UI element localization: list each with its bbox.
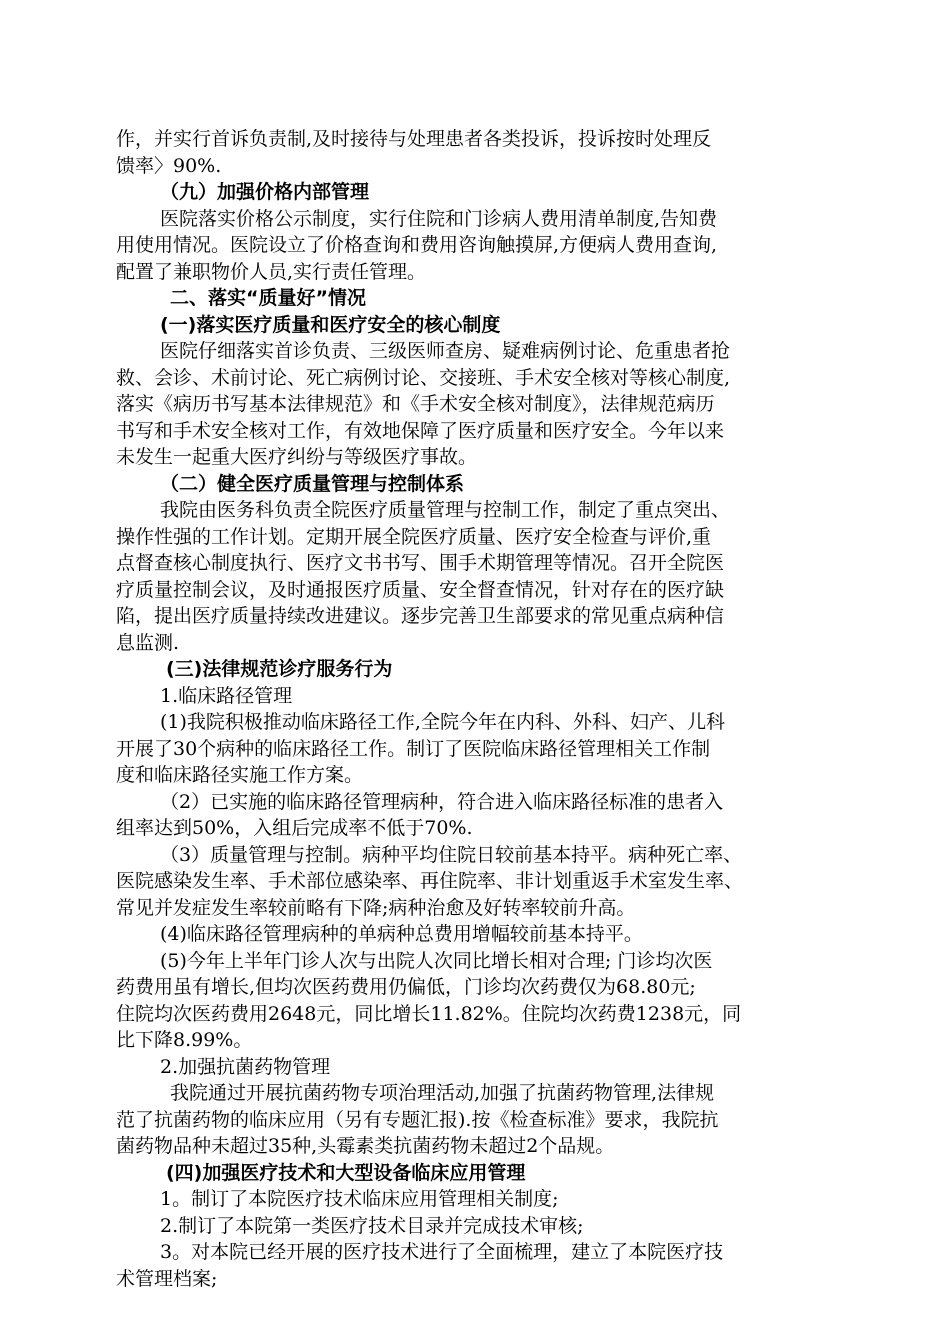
paragraph-line: 救、会诊、术前讨论、死亡病例讨论、交接班、手术安全核对等核心制度, [116, 367, 731, 389]
paragraph-line: 开展了30个病种的临床路径工作。制订了医院临床路径管理相关工作制 [116, 738, 711, 760]
paragraph-line: （2）已实施的临床路径管理病种，符合进入临床路径标准的患者入 [160, 791, 724, 813]
paragraph-line: 组率达到50%，入组后完成率不低于70%. [116, 817, 473, 839]
paragraph-line: 住院均次医药费用2648元，同比增长11.82%。住院均次药费1238元，同 [116, 1003, 742, 1025]
paragraph-line: 用使用情况。医院设立了价格查询和费用咨询触摸屏,方便病人费用查询, [116, 234, 718, 256]
subsection-heading: 1.临床路径管理 [160, 685, 293, 707]
paragraph-line: 药费用虽有增长,但均次医药费用仍偏低，门诊均次药费仅为68.80元; [116, 976, 696, 998]
paragraph-line: 范了抗菌药物的临床应用（另有专题汇报).按《检查标准》要求，我院抗 [116, 1109, 719, 1131]
list-item: 2.制订了本院第一类医疗技术目录并完成技术审核; [160, 1215, 584, 1237]
paragraph-line: (4)临床路径管理病种的单病种总费用增幅较前基本持平。 [160, 923, 643, 945]
paragraph-line: 比下降8.99%。 [116, 1029, 253, 1051]
list-item: 1。制订了本院医疗技术临床应用管理相关制度; [160, 1188, 559, 1210]
paragraph-line: 陷，提出医疗质量持续改进建议。逐步完善卫生部要求的常见重点病种信 [116, 605, 725, 627]
list-item: 3。对本院已经开展的医疗技术进行了全面梳理，建立了本院医疗技 [160, 1241, 724, 1263]
section-heading: (一)落实医疗质量和医疗安全的核心制度 [160, 314, 501, 336]
paragraph-line: 医院落实价格公示制度，实行住院和门诊病人费用清单制度,告知费 [160, 208, 718, 230]
paragraph-line: 书写和手术安全核对工作，有效地保障了医疗质量和医疗安全。今年以来 [116, 420, 725, 442]
paragraph-line: (1)我院积极推动临床路径工作,全院今年在内科、外科、妇产、儿科 [160, 711, 725, 733]
section-heading: (四)加强医疗技术和大型设备临床应用管理 [166, 1162, 526, 1184]
paragraph-line: 我院由医务科负责全院医疗质量管理与控制工作，制定了重点突出、 [160, 499, 731, 521]
paragraph-line: 落实《病历书写基本法律规范》和《手术安全核对制度》，法律规范病历 [116, 393, 715, 415]
paragraph-line: 医院仔细落实首诊负责、三级医师查房、疑难病例讨论、危重患者抢 [160, 340, 731, 362]
paragraph-line: （3）质量管理与控制。病种平均住院日较前基本持平。病种死亡率、 [160, 844, 743, 866]
paragraph-line: 点督查核心制度执行、医疗文书书写、围手术期管理等情况。召开全院医 [116, 552, 725, 574]
paragraph-line: 操作性强的工作计划。定期开展全院医疗质量、医疗安全检查与评价,重 [116, 526, 712, 548]
paragraph-line: 馈率〉90%. [116, 155, 222, 177]
paragraph-line: 息监测. [116, 632, 180, 654]
paragraph-line: 作，并实行首诉负责制,及时接待与处理患者各类投诉，投诉按时处理反 [116, 128, 712, 150]
subsection-heading: 2.加强抗菌药物管理 [160, 1056, 331, 1078]
paragraph-line: 度和临床路径实施工作方案。 [116, 764, 364, 786]
paragraph-line: 医院感染发生率、手术部位感染率、再住院率、非计划重返手术室发生率、 [116, 870, 744, 892]
paragraph-line: 配置了兼职物价人员,实行责任管理。 [116, 261, 427, 283]
paragraph-line: 我院通过开展抗菌药物专项治理活动,加强了抗菌药物管理,法律规 [170, 1082, 715, 1104]
paragraph-line: 菌药物品种未超过35种,头霉素类抗菌药物未超过2个品规。 [116, 1135, 615, 1157]
chapter-heading: 二、落实“质量好”情况 [170, 287, 366, 309]
paragraph-line: 常见并发症发生率较前略有下降;病种治愈及好转率较前升高。 [116, 897, 636, 919]
section-heading: （九）加强价格内部管理 [160, 181, 370, 203]
section-heading: (三)法律规范诊疗服务行为 [166, 658, 393, 680]
paragraph-line: 未发生一起重大医疗纠纷与等级医疗事故。 [116, 446, 478, 468]
section-heading: （二）健全医疗质量管理与控制体系 [160, 473, 465, 495]
paragraph-line: (5)今年上半年门诊人次与出院人次同比增长相对合理; 门诊均次医 [160, 950, 713, 972]
paragraph-line: 术管理档案; [116, 1268, 218, 1290]
paragraph-line: 疗质量控制会议，及时通报医疗质量、安全督查情况，针对存在的医疗缺 [116, 579, 725, 601]
